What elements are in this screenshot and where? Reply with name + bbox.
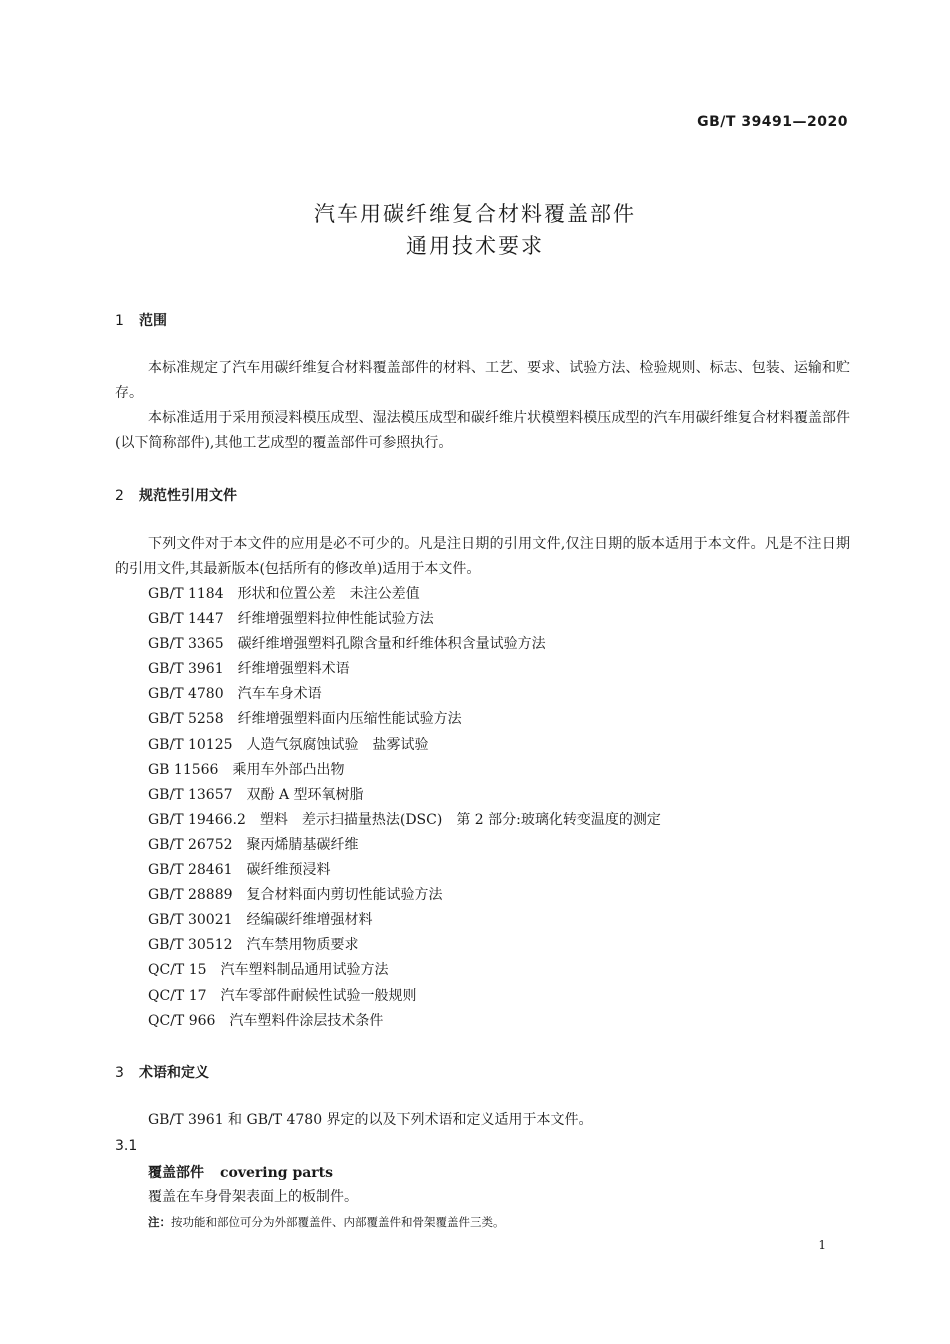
reference-title: 汽车零部件耐候性试验一般规则 <box>220 987 417 1004</box>
reference-code: GB/T 1184 <box>148 586 224 602</box>
reference-title: 汽车禁用物质要求 <box>246 937 359 954</box>
reference-title: 汽车塑料制品通用试验方法 <box>220 962 389 979</box>
reference-item <box>148 958 661 983</box>
note-label: 注： <box>148 1215 171 1229</box>
reference-item <box>148 984 661 1009</box>
reference-item <box>148 883 661 908</box>
reference-item <box>148 783 661 808</box>
reference-title: 双酚 A 型环氧树脂 <box>246 786 364 803</box>
reference-code: QC/T 15 <box>148 962 207 979</box>
note-text: 按功能和部位可分为外部覆盖件、内部覆盖件和骨架覆盖件三类。 <box>171 1215 505 1229</box>
standard-number: GB/T 39491—2020 <box>697 114 848 130</box>
section-1-number: 1 <box>115 313 124 329</box>
reference-title: 纤维增强塑料术语 <box>237 661 350 678</box>
reference-title: 塑料 差示扫描量热法(DSC) 第 2 部分:玻璃化转变温度的测定 <box>259 811 661 828</box>
section-3-number: 3 <box>115 1065 124 1081</box>
term-note <box>148 1214 505 1230</box>
reference-code: GB/T 30021 <box>148 912 233 929</box>
reference-title: 碳纤维增强塑料孔隙含量和纤维体积含量试验方法 <box>237 636 546 653</box>
normative-reference-list <box>148 582 661 1034</box>
reference-code: GB/T 4780 <box>148 686 224 703</box>
reference-code: GB/T 1447 <box>148 611 224 628</box>
reference-item <box>148 933 661 958</box>
reference-item <box>148 607 661 632</box>
term-name-en: covering parts <box>220 1165 334 1181</box>
section-1-title: 范围 <box>139 313 167 329</box>
reference-code: GB/T 3365 <box>148 636 224 653</box>
reference-item <box>148 657 661 682</box>
document-title-line2: 通用技术要求 <box>406 234 544 258</box>
page-number: 1 <box>818 1238 826 1252</box>
reference-title: 汽车车身术语 <box>237 686 322 703</box>
reference-title: 复合材料面内剪切性能试验方法 <box>246 887 443 904</box>
reference-code: QC/T 17 <box>148 987 207 1004</box>
reference-item <box>148 833 661 858</box>
reference-code: GB/T 28889 <box>148 887 233 904</box>
reference-title: 纤维增强塑料面内压缩性能试验方法 <box>237 711 462 728</box>
section-1-heading <box>115 310 167 330</box>
reference-title: 经编碳纤维增强材料 <box>246 912 373 929</box>
section-2-heading <box>115 485 237 505</box>
reference-item <box>148 908 661 933</box>
reference-item <box>148 632 661 657</box>
reference-item <box>148 808 661 833</box>
reference-title: 碳纤维预浸料 <box>246 862 331 879</box>
reference-code: GB/T 13657 <box>148 786 233 803</box>
reference-item <box>148 682 661 707</box>
section-2-intro: 下列文件对于本文件的应用是必不可少的。凡是注日期的引用文件,仅注日期的版本适用于本文件。凡是不注日期的引用文件,其最新版本(包括所有的修改单)适用于本文件。 <box>115 536 850 577</box>
reference-item <box>148 707 661 732</box>
reference-code: GB/T 30512 <box>148 937 233 954</box>
reference-title: 汽车塑料件涂层技术条件 <box>229 1012 384 1029</box>
reference-code: GB/T 28461 <box>148 862 233 879</box>
reference-item <box>148 582 661 607</box>
reference-code: GB/T 10125 <box>148 736 233 753</box>
section-1-paragraph-2: 本标准适用于采用预浸料模压成型、湿法模压成型和碳纤维片状模塑料模压成型的汽车用碳纤维复合材料覆盖部件(以下简称部件),其他工艺成型的覆盖部件可参照执行。 <box>115 410 850 451</box>
reference-item <box>148 858 661 883</box>
term-name <box>148 1162 333 1182</box>
reference-item <box>148 758 661 783</box>
reference-item <box>148 733 661 758</box>
reference-title: 人造气氛腐蚀试验 盐雾试验 <box>246 736 429 753</box>
reference-code: GB/T 26752 <box>148 836 233 853</box>
reference-code: GB/T 3961 <box>148 661 224 678</box>
term-definition: 覆盖在车身骨架表面上的板制件。 <box>148 1189 358 1205</box>
document-title-line1: 汽车用碳纤维复合材料覆盖部件 <box>314 202 636 226</box>
reference-code: GB/T 5258 <box>148 711 224 728</box>
section-2-title: 规范性引用文件 <box>139 488 237 504</box>
reference-item <box>148 1009 661 1034</box>
section-1-paragraph-1: 本标准规定了汽车用碳纤维复合材料覆盖部件的材料、工艺、要求、试验方法、检验规则、标志、包装、运输和贮存。 <box>115 360 850 401</box>
section-3-intro: GB/T 3961 和 GB/T 4780 界定的以及下列术语和定义适用于本文件。 <box>148 1112 593 1128</box>
term-name-zh: 覆盖部件 <box>148 1165 204 1181</box>
reference-title: 纤维增强塑料拉伸性能试验方法 <box>237 611 434 628</box>
section-3-heading <box>115 1062 209 1082</box>
reference-title: 聚丙烯腈基碳纤维 <box>246 836 359 853</box>
section-3-title: 术语和定义 <box>139 1065 209 1081</box>
reference-code: GB/T 19466.2 <box>148 811 246 828</box>
term-number: 3.1 <box>115 1138 138 1154</box>
reference-title: 乘用车外部凸出物 <box>232 761 345 778</box>
reference-title: 形状和位置公差 未注公差值 <box>237 586 420 602</box>
reference-code: GB 11566 <box>148 761 219 778</box>
section-2-number: 2 <box>115 488 124 504</box>
reference-code: QC/T 966 <box>148 1012 216 1029</box>
